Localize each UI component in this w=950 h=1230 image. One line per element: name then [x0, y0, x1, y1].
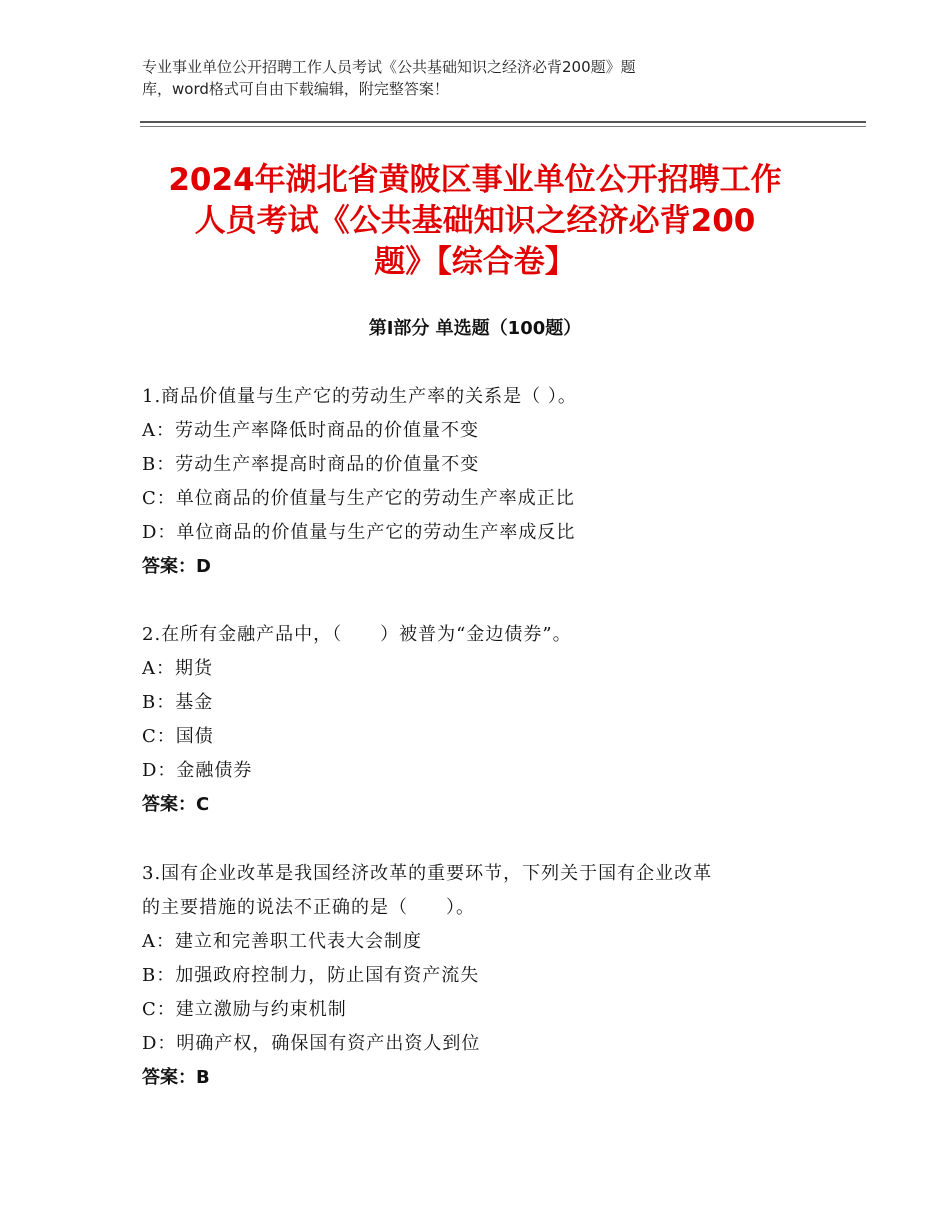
header-note-line-1: 专业事业单位公开招聘工作人员考试《公共基础知识之经济必背200题》题	[142, 58, 636, 76]
question-stem-line-2: 的主要措施的说法不正确的是（ ）。	[142, 897, 475, 918]
title-line-1: 2024年湖北省黄陂区事业单位公开招聘工作	[168, 162, 782, 198]
option-b: B：加强政府控制力，防止国有资产流失	[142, 965, 480, 986]
title-line-2: 人员考试《公共基础知识之经济必背200	[194, 203, 756, 239]
answer: 答案：C	[142, 794, 210, 815]
question-stem-line-1: 3.国有企业改革是我国经济改革的重要环节，下列关于国有企业改革	[142, 863, 713, 884]
section-heading: 第Ⅰ部分 单选题（100题）	[368, 318, 582, 339]
question-stem: 1.商品价值量与生产它的劳动生产率的关系是（ ）。	[142, 386, 577, 407]
option-b: B：劳动生产率提高时商品的价值量不变	[142, 454, 480, 475]
option-d: D：金融债券	[142, 760, 253, 781]
document-title	[120, 160, 830, 283]
answer: 答案：B	[142, 1067, 210, 1088]
header-divider-thick	[140, 121, 866, 123]
option-c: C：国债	[142, 726, 214, 747]
question-1	[142, 380, 832, 584]
answer: 答案：D	[142, 556, 211, 577]
option-a: A：劳动生产率降低时商品的价值量不变	[142, 420, 479, 441]
question-2	[142, 618, 832, 822]
header-note-line-2: 库，word格式可自由下载编辑，附完整答案！	[142, 80, 449, 98]
option-d: D：单位商品的价值量与生产它的劳动生产率成反比	[142, 522, 576, 543]
header-divider-thin	[140, 126, 866, 127]
option-c: C：单位商品的价值量与生产它的劳动生产率成正比	[142, 488, 575, 509]
title-line-3: 题》【综合卷】	[374, 244, 576, 280]
question-3	[142, 857, 832, 1095]
question-stem: 2.在所有金融产品中，（ ）被普为“金边债券”。	[142, 624, 572, 645]
document-header-note	[142, 56, 782, 100]
option-c: C：建立激励与约束机制	[142, 999, 347, 1020]
option-a: A：期货	[142, 658, 213, 679]
option-a: A：建立和完善职工代表大会制度	[142, 931, 422, 952]
option-b: B：基金	[142, 692, 214, 713]
option-d: D：明确产权，确保国有资产出资人到位	[142, 1033, 481, 1054]
